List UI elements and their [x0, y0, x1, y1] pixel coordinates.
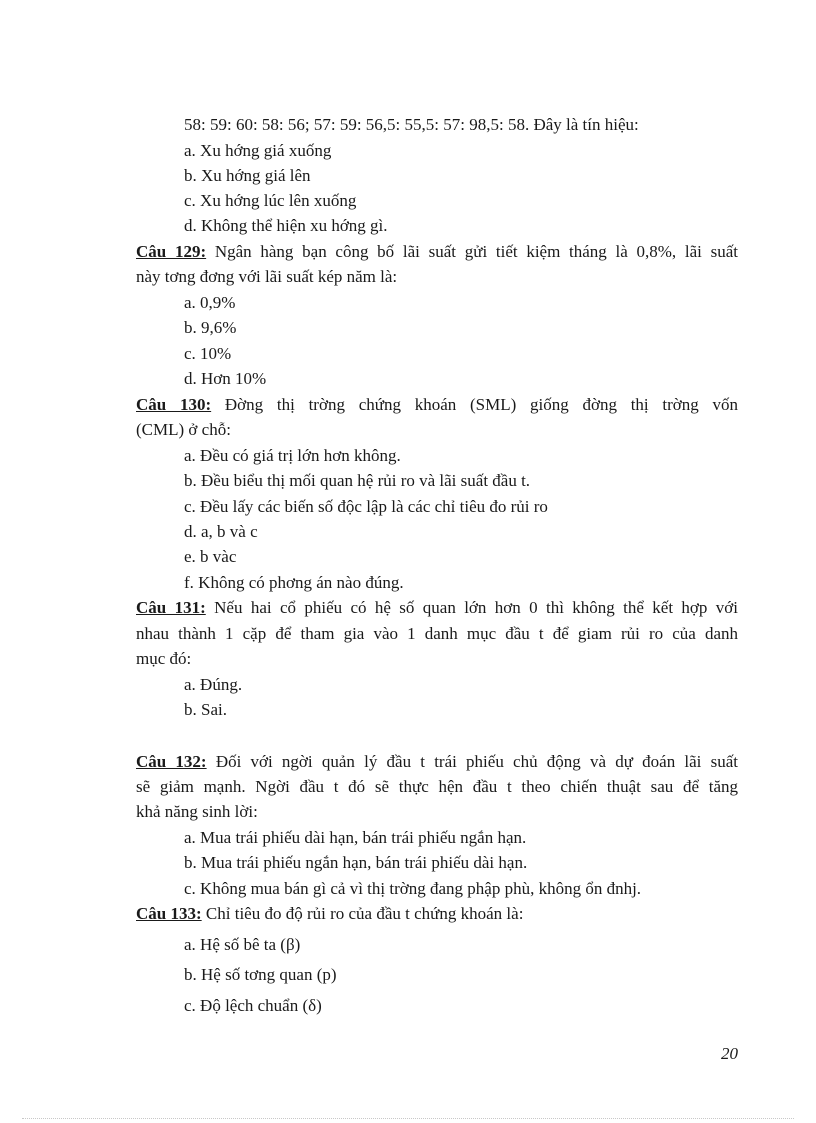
option-a: a. Hệ số bê ta (β) [184, 935, 301, 954]
question-133 [136, 903, 523, 925]
option-a: a. Đều có giá trị lớn hơn không. [184, 446, 401, 465]
question-text: Ngân hàng bạn công bố lãi suất gửi tiết kiệm tháng là 0,8%, lãi suất [206, 242, 738, 261]
question-text: Chỉ tiêu đo độ rủi ro của đầu t chứng khoán là: [201, 904, 524, 923]
question-text-continued: khả năng sinh lời: [136, 802, 258, 821]
question-text-continued: nhau thành 1 cặp để tham gia vào 1 danh mục đầu t để giam rủi ro của danh [136, 624, 738, 643]
option-d: d. Không thể hiện xu hớng gì. [184, 216, 388, 235]
option-a: a. Đúng. [184, 675, 243, 694]
question-text-continued: sẽ giảm mạnh. Ngời đầu t đó sẽ thực hện đầu t theo chiến thuật sau để tăng [136, 777, 738, 796]
option-c: c. Không mua bán gì cả vì thị trờng đang phập phù, không ổn đnhj. [184, 879, 642, 898]
option-b: b. Sai. [184, 700, 227, 719]
option-d: d. a, b và c [184, 522, 258, 541]
question-label: Câu 131: [136, 598, 206, 617]
option-b: b. Xu hớng giá lên [184, 166, 311, 185]
option-c: c. Độ lệch chuẩn (δ) [184, 996, 322, 1015]
question-label: Câu 130: [136, 395, 212, 414]
option-a: a. Mua trái phiếu dài hạn, bán trái phiếu ngắn hạn. [184, 828, 527, 847]
option-c: c. Đều lấy các biến số độc lập là các chỉ tiêu đo rủi ro [184, 497, 548, 516]
option-d: d. Hơn 10% [184, 369, 267, 388]
option-b: b. Mua trái phiếu ngắn hạn, bán trái phiếu dài hạn. [184, 853, 528, 872]
option-a: a. 0,9% [184, 293, 236, 312]
option-b: b. Hệ số tơng quan (p) [184, 965, 337, 984]
page-number: 20 [721, 1044, 738, 1063]
question-label: Câu 129: [136, 242, 207, 261]
question-129 [136, 241, 738, 263]
question-text: Đối với ngời quản lý đầu t trái phiếu chủ động và dự đoán lãi suất [206, 752, 738, 771]
question-text-continued: này tơng đơng với lãi suất kép năm là: [136, 267, 398, 286]
question-text: Đờng thị trờng chứng khoán (SML) giống đờng thị trờng vốn [211, 395, 738, 414]
price-series-line: 58: 59: 60: 58: 56; 57: 59: 56,5: 55,5: 57: 98,5: 58. Đây là tín hiệu: [184, 115, 639, 134]
option-a: a. Xu hớng giá xuống [184, 141, 332, 160]
question-130 [136, 394, 738, 416]
question-text-continued: (CML) ở chỗ: [136, 420, 231, 439]
question-text-continued: mục đó: [136, 649, 192, 668]
question-131 [136, 597, 738, 619]
option-c: c. 10% [184, 344, 232, 363]
option-b: b. 9,6% [184, 318, 237, 337]
option-f: f. Không có phơng án nào đúng. [184, 573, 404, 592]
question-label: Câu 132: [136, 752, 207, 771]
option-b: b. Đều biểu thị mối quan hệ rủi ro và lãi suất đầu t. [184, 471, 531, 490]
option-c: c. Xu hớng lúc lên xuống [184, 191, 357, 210]
question-text: Nếu hai cổ phiếu có hệ số quan lớn hơn 0 thì không thể kết hợp với [205, 598, 738, 617]
question-132 [136, 751, 738, 773]
question-label: Câu 133: [136, 904, 202, 923]
page-bottom-divider [22, 1118, 794, 1119]
option-e: e. b vàc [184, 547, 237, 566]
